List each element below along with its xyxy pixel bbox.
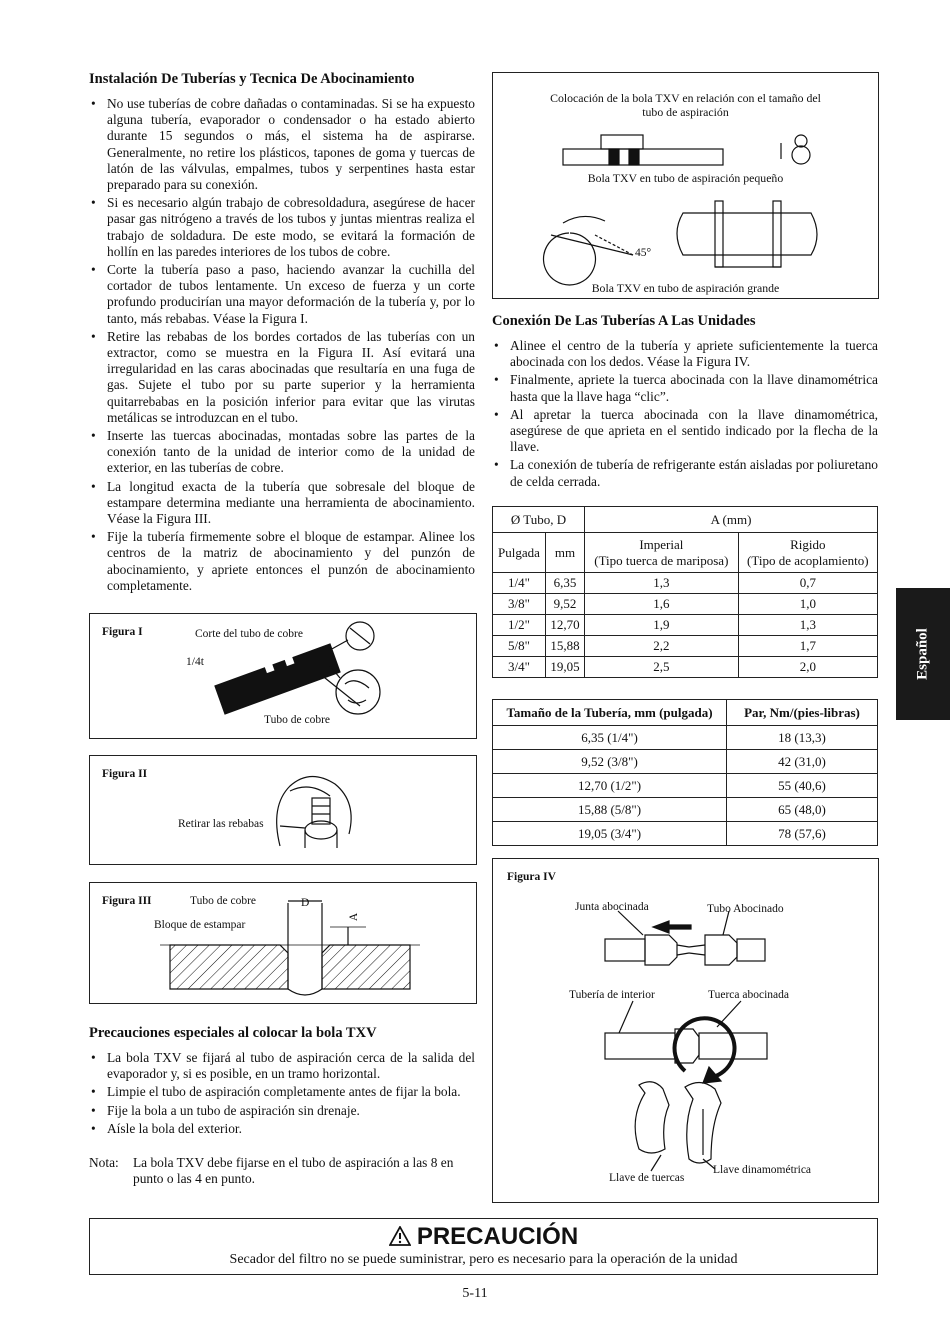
section-title-txv-bulb: Precauciones especiales al colocar la bola TXV	[89, 1025, 377, 1041]
table-cell: 6,35 (1/4")	[493, 726, 727, 750]
table-cell: 1,6	[585, 594, 739, 615]
caution-heading	[90, 1223, 877, 1251]
table-cell: 2,2	[585, 636, 739, 657]
list-item: • Fije la bola a un tubo de aspiración sin drenaje.	[89, 1103, 475, 1119]
table-cell: 12,70 (1/2")	[493, 774, 727, 798]
list-item: • Aísle la bola del exterior.	[89, 1121, 475, 1137]
table-cell: 12,70	[546, 615, 585, 636]
txv-figure-title-line2: tubo de aspiración	[642, 105, 729, 119]
list-item: • Alinee el centro de la tubería y apriete suficientemente la tuerca abocinada con los dedos. Véase la Figura IV.	[492, 338, 878, 370]
list-item: • La conexión de tubería de refrigerante están aisladas por poliuretano de celda cerrada.	[492, 457, 878, 489]
list-item: • Fije la tubería firmemente sobre el bloque de estampar. Alinee los centros de la matriz de abocinamiento y del punzón de abocinamiento, y apriete entonces el punzón de abocinamiento completamente.	[89, 529, 475, 594]
table-cell: 5/8"	[493, 636, 546, 657]
caption-flare-nut: Tuerca abocinada	[708, 989, 789, 1001]
caption-flare-joint: Junta abocinada	[575, 901, 649, 913]
header-tube-diameter: Ø Tubo, D	[493, 507, 585, 533]
caption-remove-burrs: Retirar las rebabas	[178, 818, 264, 830]
table-cell: 65 (48,0)	[727, 798, 878, 822]
table-cell: 15,88	[546, 636, 585, 657]
page-number: 5-11	[462, 1286, 488, 1301]
table-row	[493, 594, 878, 615]
table-cell: 19,05 (3/4")	[493, 822, 727, 846]
table-cell: 2,0	[738, 657, 877, 678]
table-cell: 1,3	[585, 573, 739, 594]
table-cell: 9,52	[546, 594, 585, 615]
table-row	[493, 798, 878, 822]
table-cell: 3/8"	[493, 594, 546, 615]
header-rigid-line1: Rigido	[790, 536, 826, 552]
header-torque: Par, Nm/(pies-libras)	[727, 700, 878, 726]
txv-bulb-figure	[492, 72, 879, 299]
table-row	[493, 573, 878, 594]
caption-flaring-block: Bloque de estampar	[154, 919, 246, 931]
caution-title: PRECAUCIÓN	[416, 1223, 579, 1250]
table-cell: 42 (31,0)	[727, 750, 878, 774]
table-cell: 18 (13,3)	[727, 726, 878, 750]
header-imperial-line1: Imperial	[639, 536, 684, 552]
note-label: Nota:	[89, 1155, 119, 1170]
table-row	[493, 636, 878, 657]
figure-3-label: Figura III	[102, 895, 152, 907]
figure-4	[492, 858, 879, 1203]
header-rigid	[738, 533, 877, 573]
list-item: • Al apretar la tuerca abocinada con la llave dinamométrica, asegúrese de que aprieta en el sentido indicado por la flecha de la llave.	[492, 407, 878, 456]
language-tab-label: Español	[914, 628, 931, 680]
table-cell: 78 (57,6)	[727, 822, 878, 846]
table-cell: 3/4"	[493, 657, 546, 678]
header-pipe-size: Tamaño de la Tubería, mm (pulgada)	[493, 700, 727, 726]
section-title-pipe-connection: Conexión De Las Tuberías A Las Unidades	[492, 313, 756, 329]
table-cell: 9,52 (3/8")	[493, 750, 727, 774]
flare-dimension-table	[492, 506, 878, 678]
caution-text: Secador del filtro no se puede suministrar, pero es necesario para la operación de la unidad	[229, 1252, 738, 1267]
caption-quarter-turn: 1/4t	[186, 656, 204, 668]
table-row	[493, 615, 878, 636]
header-a-mm: A (mm)	[585, 507, 878, 533]
caption-indoor-piping: Tubería de interior	[569, 989, 655, 1001]
list-item: • No use tuberías de cobre dañadas o contaminadas. Si se ha expuesto alguna tubería, evaporador o condensador o ha estado abierto durante 15 segundos o más, el sistema ha de aspirarse. Generalmente, no retire los plásticos, tapones de goma y tuercas de latón de las válvulas, empalmes, tubos y serpentines hasta estar preparado para su conexión.	[89, 96, 475, 193]
figure-1	[89, 613, 477, 739]
caption-flared-tube: Tubo Abocinado	[707, 903, 784, 915]
flare-connection-illustration	[493, 859, 878, 1202]
table-cell: 1,0	[738, 594, 877, 615]
caution-box	[89, 1218, 878, 1275]
table-row	[493, 726, 878, 750]
figure-3	[89, 882, 477, 1004]
section-title-pipe-installation: Instalación De Tuberías y Tecnica De Abocinamiento	[89, 71, 415, 87]
table-cell: 6,35	[546, 573, 585, 594]
list-item: • Finalmente, apriete la tuerca abocinada con la llave dinamométrica hasta que la llave haga “clic”.	[492, 372, 878, 404]
txv-figure-title-line1: Colocación de la bola TXV en relación con el tamaño del	[550, 91, 821, 105]
table-cell: 1,3	[738, 615, 877, 636]
caption-dimension-d: D	[301, 897, 310, 909]
figure-4-label: Figura IV	[507, 871, 556, 883]
list-item: • La bola TXV se fijará al tubo de aspiración cerca de la salida del evaporador y, si es posible, en un tramo horizontal.	[89, 1050, 475, 1082]
list-item: • Retire las rebabas de los bordes cortados de las tuberías con un extractor, como se muestra en la Figura II. Así evitará una irregularidad en las caras abocinadas que resultaría en una fuga de gas. Sujete el tubo por su parte superior y la herramienta quitarrebabas en la posición inferior para evitar que las virutas metálicas se introduzcan en el tubo.	[89, 329, 475, 426]
figure-1-label: Figura I	[102, 626, 143, 638]
header-mm: mm	[546, 533, 585, 573]
table-row	[493, 822, 878, 846]
table-cell: 0,7	[738, 573, 877, 594]
note-text: La bola TXV debe fijarse en el tubo de aspiración a las 8 en punto o las 4 en punto.	[133, 1155, 454, 1186]
list-item: • Corte la tubería paso a paso, haciendo avanzar la cuchilla del cortador de tubos lentamente. Un exceso de fuerza y un corte profundo producirían una mayor deformación de la tubería y, por lo tanto, más rebabas. Véase la Figura I.	[89, 262, 475, 327]
caption-dimension-a: A	[348, 912, 361, 922]
header-rigid-line2: (Tipo de acoplamiento)	[747, 552, 869, 568]
caption-torque-wrench: Llave dinamométrica	[713, 1164, 812, 1176]
txv-precautions-list	[89, 1050, 475, 1139]
caption-copper-tube: Tubo de cobre	[264, 714, 331, 726]
table-row	[493, 750, 878, 774]
caption-pipe-cut: Corte del tubo de cobre	[195, 628, 303, 640]
deburring-illustration	[90, 756, 476, 864]
pipe-installation-list	[89, 96, 475, 596]
figure-2-label: Figura II	[102, 768, 148, 780]
table-row	[493, 657, 878, 678]
figure-2	[89, 755, 477, 865]
list-item: • Inserte las tuercas abocinadas, montadas sobre las partes de la conexión tanto de la unidad de interior como de la unidad de exterior, en las tuberías de cobre.	[89, 428, 475, 477]
table-cell: 55 (40,6)	[727, 774, 878, 798]
table-cell: 1,7	[738, 636, 877, 657]
caption-spanner: Llave de tuercas	[609, 1172, 685, 1184]
header-inch: Pulgada	[493, 533, 546, 573]
language-tab	[896, 588, 950, 720]
caption-large-suction-tube: Bola TXV en tubo de aspiración grande	[591, 281, 780, 295]
table-cell: 1,9	[585, 615, 739, 636]
table-cell: 19,05	[546, 657, 585, 678]
caption-small-suction-tube: Bola TXV en tubo de aspiración pequeño	[587, 171, 784, 185]
table-row	[493, 774, 878, 798]
table-cell: 2,5	[585, 657, 739, 678]
list-item: • Limpie el tubo de aspiración completamente antes de fijar la bola.	[89, 1084, 475, 1100]
table-cell: 1/4"	[493, 573, 546, 594]
caption-copper-tube: Tubo de cobre	[190, 895, 257, 907]
table-cell: 15,88 (5/8")	[493, 798, 727, 822]
list-item: • Si es necesario algún trabajo de cobresoldadura, asegúrese de hacer pasar gas nitrógeno a través de los tubos y juntas mientras realiza el trabajo de soldadura. De este modo, se evitará la formación de hollín en las paredes interiores de los tubos de cobre.	[89, 195, 475, 260]
table-cell: 1/2"	[493, 615, 546, 636]
torque-table	[492, 699, 878, 846]
pipe-connection-list	[492, 338, 878, 492]
warning-triangle-icon	[389, 1226, 411, 1246]
caption-angle: 45°	[635, 247, 652, 259]
list-item: • La longitud exacta de la tubería que sobresale del bloque de estampare determina mediante una herramienta de abocinamiento. Véase la Figura III.	[89, 479, 475, 528]
header-imperial-line2: (Tipo tuerca de mariposa)	[594, 552, 729, 568]
header-imperial	[585, 533, 739, 573]
